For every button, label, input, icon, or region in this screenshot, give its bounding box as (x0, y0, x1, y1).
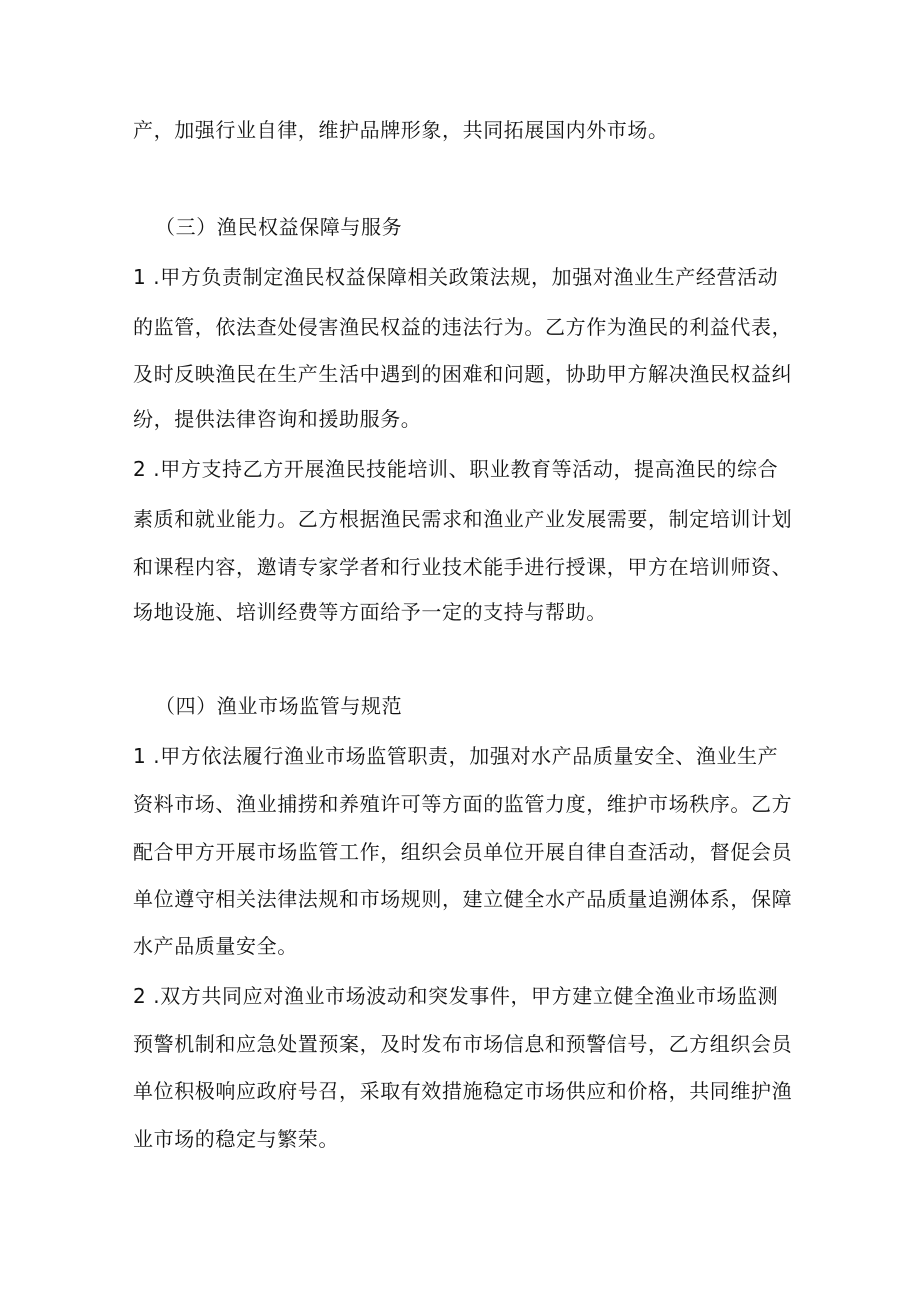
paragraph-line: 及时反映渔民在生产生活中遇到的困难和问题，协助甲方解决渔民权益纠 (133, 362, 793, 386)
paragraph-line: 1 .甲方依法履行渔业市场监管职责，加强对水产品质量安全、渔业生产 (133, 744, 779, 768)
paragraph-line: 场地设施、培训经费等方面给予一定的支持与帮助。 (133, 600, 607, 624)
paragraph-line: 预警机制和应急处置预案，及时发布市场信息和预警信号，乙方组织会员 (133, 1032, 793, 1056)
continuation-paragraph: 产，加强行业自律，维护品牌形象，共同拓展国内外市场。 (133, 118, 669, 142)
paragraph-line: 纷，提供法律咨询和援助服务。 (133, 407, 422, 431)
section-3-heading: （三）渔民权益保障与服务 (155, 215, 403, 239)
paragraph-line: 2 .双方共同应对渔业市场波动和突发事件，甲方建立健全渔业市场监测 (133, 984, 779, 1008)
paragraph-line: 配合甲方开展市场监管工作，组织会员单位开展自律自查活动，督促会员 (133, 840, 793, 864)
section-4-heading: （四）渔业市场监管与规范 (155, 694, 403, 718)
paragraph-line: 单位积极响应政府号召，采取有效措施稳定市场供应和价格，共同维护渔 (133, 1079, 793, 1103)
paragraph-line: 资料市场、渔业捕捞和养殖许可等方面的监管力度，维护市场秩序。乙方 (133, 792, 793, 816)
paragraph-line: 素质和就业能力。乙方根据渔民需求和渔业产业发展需要，制定培训计划 (133, 507, 793, 531)
paragraph-line: 单位遵守相关法律法规和市场规则，建立健全水产品质量追溯体系，保障 (133, 887, 793, 911)
paragraph-line: 1 .甲方负责制定渔民权益保障相关政策法规，加强对渔业生产经营活动 (133, 265, 779, 289)
paragraph-line: 的监管，依法查处侵害渔民权益的违法行为。乙方作为渔民的利益代表， (133, 315, 793, 339)
paragraph-line: 水产品质量安全。 (133, 934, 298, 958)
paragraph-line: 和课程内容，邀请专家学者和行业技术能手进行授课，甲方在培训师资、 (133, 555, 793, 579)
paragraph-line: 业市场的稳定与繁荣。 (133, 1127, 339, 1151)
paragraph-line: 2 .甲方支持乙方开展渔民技能培训、职业教育等活动，提高渔民的综合 (133, 457, 779, 481)
